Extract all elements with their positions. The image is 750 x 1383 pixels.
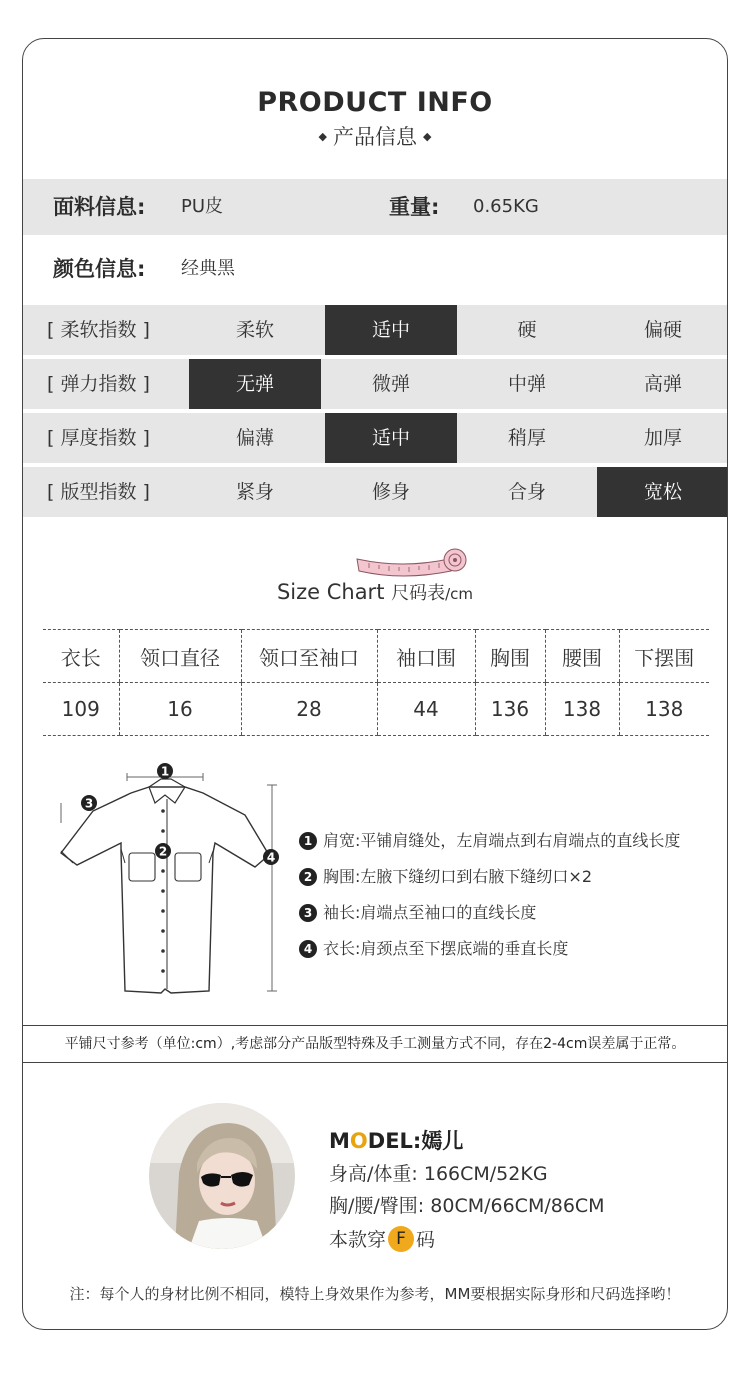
index-option: 硬 [517,319,537,341]
size-header-cell: 领口直径 [119,630,241,683]
size-header-cell: 袖口围 [377,630,475,683]
bwh-value: 80CM/66CM/86CM [430,1195,605,1217]
wears-prefix: 本款穿 [329,1229,387,1251]
size-chart-title-cn: 尺码表 [391,583,446,604]
diagram-marker-3 [81,795,97,811]
measurement-legend [299,823,680,967]
legend-item [299,931,680,967]
index-option: 加厚 [643,427,682,449]
size-header-cell: 胸围 [475,630,545,683]
svg-text:1: 1 [160,764,170,779]
fabric-label: 面料信息: [53,195,146,219]
model-height-weight [329,1159,548,1186]
model-avatar [149,1103,295,1249]
index-option: 偏硬 [643,319,682,341]
legend-label: 袖长: [323,903,361,922]
size-value-cell: 136 [475,683,545,736]
color-value: 经典黑 [181,258,235,279]
index-label: [ 柔软指数 ] [47,319,150,341]
size-value-cell: 109 [43,683,119,736]
weight-value: 0.65KG [473,196,539,217]
model-bwh [329,1191,605,1218]
legend-number-icon: 1 [299,832,317,850]
index-option-selected: 无弹 [189,359,321,409]
index-option: 合身 [507,481,546,503]
index-row [23,467,727,517]
size-chart-title-en: Size Chart [276,580,385,604]
size-value-cell: 44 [377,683,475,736]
model-label-a: M [329,1129,350,1153]
height-weight-value: 166CM/52KG [423,1163,548,1185]
legend-desc: 肩颈点至下摆底端的垂直长度 [360,939,569,958]
wears-suffix: 码 [416,1229,436,1251]
bullet-right: ◆ [423,129,432,143]
size-table-header [43,630,709,683]
index-row [23,359,727,409]
legend-number-icon: 2 [299,868,317,886]
model-name-value: 嫣儿 [421,1129,464,1153]
height-weight-label: 身高/体重: [329,1163,418,1185]
size-chart-title [23,579,727,605]
legend-desc: 平铺肩缝处，左肩端点到右肩端点的直线长度 [360,831,681,850]
size-header-cell: 衣长 [43,630,119,683]
bullet-left: ◆ [318,129,327,143]
fabric-value: PU皮 [181,196,224,217]
fabric-weight-row [23,179,727,235]
size-table-row [43,683,709,736]
legend-label: 肩宽: [323,831,361,850]
size-header-cell: 腰围 [545,630,619,683]
svg-text:3: 3 [84,796,94,811]
size-header-cell: 领口至袖口 [241,630,377,683]
index-row [23,305,727,355]
index-label: [ 厚度指数 ] [47,427,150,449]
size-badge: F [388,1226,414,1252]
title-chinese [23,121,727,151]
legend-item [299,895,680,931]
color-row [23,241,727,297]
size-value-cell: 138 [619,683,709,736]
index-option-selected: 适中 [325,305,457,355]
diagram-marker-2 [155,843,171,859]
legend-label: 胸围: [323,867,361,886]
model-wears-size [329,1225,435,1254]
size-chart-unit: /cm [445,585,474,603]
legend-number-icon: 3 [299,904,317,922]
size-value-cell: 16 [119,683,241,736]
bwh-label: 胸/腰/臀围: [329,1195,425,1217]
index-option: 柔软 [235,319,274,341]
model-label-o: O [349,1129,368,1153]
size-header-cell: 下摆围 [619,630,709,683]
svg-text:4: 4 [266,850,276,865]
svg-text:2: 2 [158,844,168,859]
index-option: 紧身 [235,481,274,503]
index-option-selected: 宽松 [597,467,728,517]
size-value-cell: 28 [241,683,377,736]
legend-item [299,823,680,859]
coat-diagram-icon [53,759,293,1009]
index-option: 偏薄 [235,427,274,449]
title-english: PRODUCT INFO [257,87,493,118]
legend-desc: 左腋下缝纫口到右腋下缝纫口×2 [360,867,592,886]
index-option-selected: 适中 [325,413,457,463]
diagram-marker-4 [263,849,279,865]
measurement-note: 平铺尺寸参考（单位:cm）,考虑部分产品版型特殊及手工测量方式不同，存在2-4cm误差属于正常。 [23,1025,727,1063]
size-table [43,629,709,736]
index-option: 高弹 [643,373,682,395]
model-name [329,1125,463,1155]
product-info-card [22,38,728,1330]
index-option: 中弹 [507,373,546,395]
legend-item [299,859,680,895]
index-option: 微弹 [371,373,410,395]
footnote: 注：每个人的身材比例不相同，模特上身效果作为参考，MM要根据实际身形和尺码选择哟！ [69,1285,681,1303]
model-label-b: DEL: [367,1129,422,1153]
index-row [23,413,727,463]
index-option: 稍厚 [507,427,546,449]
index-label: [ 弹力指数 ] [47,373,150,395]
title-chinese-text: 产品信息 [333,125,417,149]
color-label: 颜色信息: [53,257,146,281]
index-label: [ 版型指数 ] [47,481,150,503]
legend-label: 衣长: [323,939,361,958]
size-value-cell: 138 [545,683,619,736]
legend-desc: 肩端点至袖口的直线长度 [360,903,537,922]
measuring-tape-icon [353,547,473,581]
diagram-marker-1 [157,763,173,779]
weight-label: 重量: [389,195,440,219]
index-option: 修身 [371,481,410,503]
legend-number-icon: 4 [299,940,317,958]
